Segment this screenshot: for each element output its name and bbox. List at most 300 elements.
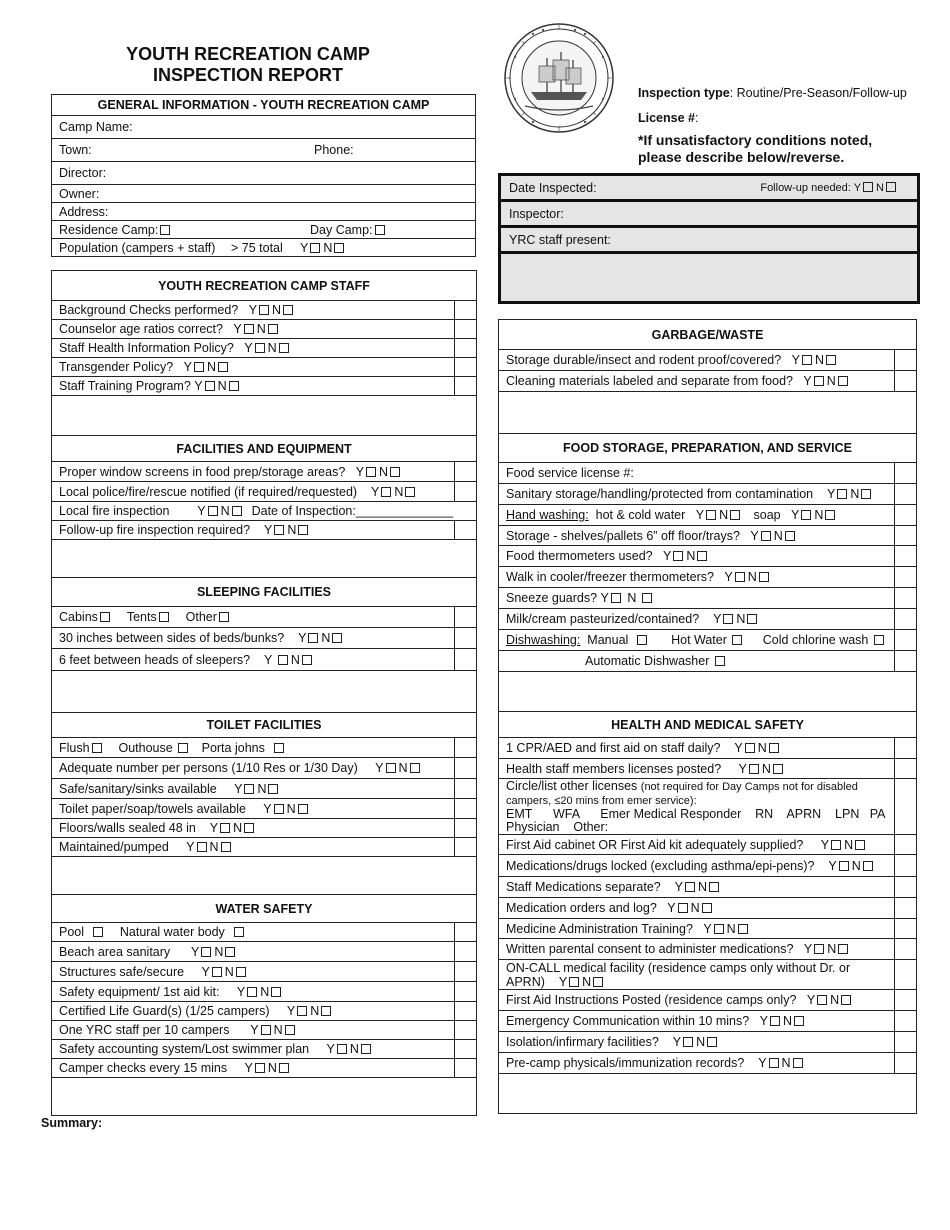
y-checkbox[interactable]: [381, 487, 391, 497]
bed-spacing-label: 30 inches between sides of beds/bunks?: [59, 631, 285, 645]
emergency-communication-row: [499, 1010, 916, 1031]
y-checkbox[interactable]: [259, 305, 269, 315]
y-checkbox[interactable]: [197, 842, 207, 852]
staff-heading: YOUTH RECREATION CAMP STAFF: [158, 278, 370, 293]
note-line-1: *If unsatisfactory conditions noted,: [638, 132, 873, 148]
n-label: N: [827, 942, 837, 956]
notes-cell[interactable]: [895, 546, 916, 566]
n-label: N: [814, 508, 824, 522]
sleeping-heading: SLEEPING FACILITIES: [52, 577, 476, 606]
y-checkbox[interactable]: [278, 655, 288, 665]
y-checkbox[interactable]: [706, 510, 716, 520]
n-label: N: [736, 612, 746, 626]
y-checkbox[interactable]: [770, 1016, 780, 1026]
notes-cell[interactable]: [895, 463, 916, 483]
unsatisfactory-note: [638, 132, 872, 166]
left-checklist-table: [51, 270, 477, 1116]
y-label: Y: [263, 523, 273, 537]
milk-pasteurized-row: [499, 608, 916, 629]
circle-licenses-label: Circle/list other licenses: [506, 779, 638, 793]
notes-cell[interactable]: [455, 482, 476, 501]
notes-cell[interactable]: [455, 339, 476, 357]
n-checkbox[interactable]: [229, 381, 239, 391]
followup-fire-label: Follow-up fire inspection required?: [59, 523, 251, 537]
notes-cell[interactable]: [455, 358, 476, 376]
staff-notes-area[interactable]: [52, 395, 476, 435]
safe-sinks-label: Safe/sanitary/sinks available: [59, 781, 217, 796]
n-checkbox[interactable]: [793, 1058, 803, 1068]
notes-cell[interactable]: [895, 484, 916, 504]
circle-licenses-note-2: campers, ≤20 mins from emer service):: [506, 795, 697, 807]
population-row: [52, 238, 475, 256]
notes-cell[interactable]: [455, 628, 476, 648]
counselor-ratios-row: [52, 319, 476, 338]
n-label: N: [349, 1042, 359, 1056]
n-checkbox[interactable]: [361, 1044, 371, 1054]
notes-cell[interactable]: [895, 835, 916, 854]
notes-cell[interactable]: [895, 919, 916, 938]
natural-water-label: Natural water body: [119, 925, 225, 939]
notes-cell[interactable]: [895, 738, 916, 758]
n-checkbox[interactable]: [855, 840, 865, 850]
first-aid-instructions-row: [499, 989, 916, 1010]
y-checkbox[interactable]: [194, 362, 204, 372]
flush-checkbox[interactable]: [92, 743, 102, 753]
cabins-checkbox[interactable]: [100, 612, 110, 622]
camp-name-label: Camp Name:: [59, 120, 133, 134]
n-label: N: [582, 975, 592, 989]
y-checkbox[interactable]: [255, 1063, 265, 1073]
license-types-list[interactable]: EMT WFA Emer Medical Responder RN APRN LPN PA: [506, 807, 886, 821]
n-label: N: [272, 303, 282, 317]
notes-cell[interactable]: [455, 1002, 476, 1020]
notes-cell[interactable]: [895, 350, 916, 370]
y-checkbox[interactable]: [673, 551, 683, 561]
notes-cell[interactable]: [455, 462, 476, 481]
y-checkbox[interactable]: [769, 1058, 779, 1068]
y-label: Y: [806, 993, 816, 1007]
notes-cell[interactable]: [895, 779, 916, 834]
followup-label: Follow-up needed: Y: [760, 181, 862, 194]
food-thermometers-label: Food thermometers used?: [506, 549, 653, 563]
first-aid-cabinet-row: [499, 834, 916, 854]
n-label: N: [257, 781, 267, 796]
n-checkbox[interactable]: [593, 977, 603, 987]
medication-orders-row: [499, 897, 916, 918]
y-label: Y: [758, 1056, 767, 1070]
cleaning-materials-row: [499, 370, 916, 391]
n-checkbox[interactable]: [697, 551, 707, 561]
notes-cell[interactable]: [895, 759, 916, 778]
camper-checks-row: [52, 1058, 476, 1077]
medications-locked-label: Medications/drugs locked (excluding asthma/epi-pens)?: [506, 858, 815, 873]
y-checkbox[interactable]: [714, 924, 724, 934]
y-label: Y: [191, 944, 200, 959]
n-checkbox[interactable]: [707, 1037, 717, 1047]
n-checkbox[interactable]: [841, 995, 851, 1005]
automatic-dishwasher-checkbox[interactable]: [715, 656, 725, 666]
food-license-row: [499, 462, 916, 483]
owner-field[interactable]: [52, 184, 475, 202]
pool-checkbox[interactable]: [93, 927, 103, 937]
notes-cell[interactable]: [455, 1021, 476, 1039]
y-checkbox[interactable]: [723, 614, 733, 624]
n-checkbox[interactable]: [271, 987, 281, 997]
n-checkbox[interactable]: [283, 305, 293, 315]
n-checkbox[interactable]: [759, 572, 769, 582]
n-checkbox[interactable]: [268, 324, 278, 334]
notes-cell: [455, 838, 476, 856]
y-label: Y: [713, 612, 722, 626]
n-label: N: [826, 374, 836, 388]
n-checkbox[interactable]: [794, 1016, 804, 1026]
n-checkbox[interactable]: [773, 764, 783, 774]
y-checkbox[interactable]: [569, 977, 579, 987]
circle-licenses-note: (not required for Day Camps not for disabled: [640, 781, 858, 793]
y-checkbox[interactable]: [201, 947, 211, 957]
y-checkbox[interactable]: [255, 343, 265, 353]
hand-washing-row: [499, 504, 916, 525]
notes-cell[interactable]: [895, 855, 916, 876]
sleeper-heads-row: [52, 648, 476, 670]
date-of-inspection-label[interactable]: Date of Inspection:______________: [251, 504, 454, 518]
population-n-checkbox[interactable]: [334, 243, 344, 253]
notes-cell[interactable]: [895, 588, 916, 608]
day-camp-label: Day Camp:: [310, 222, 373, 237]
notes-cell[interactable]: [455, 738, 476, 757]
inspection-type-label: Inspection type: [638, 86, 730, 100]
residence-camp-label: Residence Camp:: [59, 222, 159, 237]
bed-spacing-row: [52, 627, 476, 648]
garbage-heading: GARBAGE/WASTE: [651, 327, 764, 342]
y-checkbox[interactable]: [678, 903, 688, 913]
staff-medications-row: [499, 876, 916, 897]
n-checkbox[interactable]: [838, 944, 848, 954]
n-label: N: [206, 360, 216, 374]
y-checkbox[interactable]: [386, 763, 396, 773]
y-checkbox[interactable]: [749, 764, 759, 774]
n-label: N: [273, 1023, 283, 1037]
flush-label: Flush: [59, 740, 90, 755]
town-phone-row[interactable]: [52, 138, 475, 161]
n-label: N: [398, 761, 408, 775]
camp-name-field[interactable]: [52, 115, 475, 138]
medication-orders-label: Medication orders and log?: [506, 901, 657, 915]
notes-cell[interactable]: [895, 567, 916, 587]
followup-y-checkbox[interactable]: [863, 182, 873, 192]
staff-present-row[interactable]: [501, 228, 917, 254]
cabins-label: Cabins: [59, 610, 98, 624]
y-checkbox[interactable]: [308, 633, 318, 643]
n-label: N: [286, 801, 296, 816]
n-checkbox[interactable]: [221, 842, 231, 852]
n-checkbox[interactable]: [390, 467, 400, 477]
y-label: Y: [828, 858, 837, 873]
notes-cell: [895, 371, 916, 391]
n-checkbox[interactable]: [218, 362, 228, 372]
notes-cell[interactable]: [455, 942, 476, 961]
y-label: Y: [236, 984, 246, 999]
director-field[interactable]: [52, 161, 475, 184]
n-label: N: [697, 880, 708, 894]
y-checkbox[interactable]: [745, 743, 755, 753]
y-checkbox[interactable]: [611, 593, 621, 603]
notes-cell[interactable]: [455, 779, 476, 798]
population-label: Population (campers + staff): [59, 240, 216, 255]
notes-cell[interactable]: [895, 898, 916, 918]
staff-medications-label: Staff Medications separate?: [506, 880, 661, 894]
residence-camp-checkbox[interactable]: [160, 225, 170, 235]
porta-johns-checkbox[interactable]: [274, 743, 284, 753]
cleaning-materials-label: Cleaning materials labeled and separate from food?: [506, 374, 793, 388]
n-checkbox[interactable]: [410, 763, 420, 773]
sleeping-types-row: [52, 606, 476, 627]
y-label: Y: [803, 374, 812, 388]
n-checkbox[interactable]: [279, 1063, 289, 1073]
n-checkbox[interactable]: [838, 376, 848, 386]
y-checkbox[interactable]: [220, 823, 230, 833]
n-label: N: [850, 487, 860, 501]
on-call-facility-row: [499, 959, 916, 989]
n-checkbox[interactable]: [321, 1006, 331, 1016]
toilet-notes-area[interactable]: [52, 856, 476, 894]
sleeping-notes-area[interactable]: [52, 670, 476, 712]
background-checks-row: [52, 300, 476, 319]
n-checkbox[interactable]: [302, 655, 312, 665]
toilet-heading: TOILET FACILITIES: [52, 712, 476, 737]
n-checkbox[interactable]: [405, 487, 415, 497]
n-checkbox[interactable]: [285, 1025, 295, 1035]
n-checkbox[interactable]: [279, 343, 289, 353]
notes-cell[interactable]: [895, 990, 916, 1010]
notes-cell[interactable]: [895, 505, 916, 525]
maintained-label: Maintained/pumped: [59, 840, 169, 854]
n-checkbox[interactable]: [730, 510, 740, 520]
license-colon: :: [694, 111, 699, 125]
tents-checkbox[interactable]: [159, 612, 169, 622]
n-checkbox[interactable]: [785, 531, 795, 541]
notes-cell[interactable]: [455, 819, 476, 837]
n-checkbox[interactable]: [769, 743, 779, 753]
y-checkbox[interactable]: [244, 784, 254, 794]
n-checkbox[interactable]: [861, 489, 871, 499]
n-checkbox[interactable]: [738, 924, 748, 934]
n-label: N: [844, 837, 854, 852]
hand-washing-label: Hand washing:: [506, 508, 589, 522]
camp-type-row: [52, 220, 475, 238]
notes-cell[interactable]: [455, 1040, 476, 1058]
beach-sanitary-row: [52, 941, 476, 961]
notes-cell[interactable]: [455, 758, 476, 778]
n-checkbox[interactable]: [225, 947, 235, 957]
n-label: N: [209, 840, 219, 854]
safety-equipment-row: [52, 981, 476, 1001]
n-checkbox[interactable]: [642, 593, 652, 603]
y-label: Y: [209, 821, 219, 835]
staff-present-label: YRC staff present:: [509, 232, 611, 247]
hot-water-checkbox[interactable]: [732, 635, 742, 645]
y-checkbox[interactable]: [212, 967, 222, 977]
medicine-training-label: Medicine Administration Training?: [506, 921, 693, 936]
notes-cell[interactable]: [455, 607, 476, 627]
pre-camp-physicals-label: Pre-camp physicals/immunization records?: [506, 1056, 745, 1070]
notes-cell[interactable]: [455, 799, 476, 818]
notes-cell: [455, 1059, 476, 1077]
notes-cell[interactable]: [895, 939, 916, 959]
water-notes-area[interactable]: [52, 1077, 476, 1115]
inspection-notes-area[interactable]: [501, 254, 917, 301]
notes-cell: [895, 651, 916, 671]
n-label: N: [290, 652, 300, 667]
n-label: N: [814, 353, 824, 367]
address-field[interactable]: [52, 202, 475, 220]
notes-cell: [455, 521, 476, 539]
notes-cell[interactable]: [895, 630, 916, 650]
y-checkbox[interactable]: [814, 944, 824, 954]
other-label: Other: [185, 610, 217, 624]
y-label: Y: [600, 591, 609, 605]
y-checkbox[interactable]: [274, 804, 284, 814]
y-label: Y: [355, 464, 365, 479]
outhouse-checkbox[interactable]: [178, 743, 188, 753]
n-checkbox[interactable]: [702, 903, 712, 913]
n-label: N: [757, 741, 767, 755]
on-call-facility-label-2: APRN): [506, 975, 545, 989]
n-label: N: [214, 944, 224, 959]
y-checkbox[interactable]: [802, 355, 812, 365]
manual-checkbox[interactable]: [637, 635, 647, 645]
inspector-row[interactable]: [501, 202, 917, 228]
population-n: N: [323, 240, 333, 255]
y-checkbox[interactable]: [837, 489, 847, 499]
y-checkbox[interactable]: [814, 376, 824, 386]
notes-cell[interactable]: [895, 1032, 916, 1052]
day-camp-checkbox[interactable]: [375, 225, 385, 235]
n-checkbox[interactable]: [863, 861, 873, 871]
local-fire-inspection-row: [52, 501, 476, 520]
y-checkbox[interactable]: [831, 840, 841, 850]
n-checkbox[interactable]: [332, 633, 342, 643]
y-checkbox[interactable]: [817, 995, 827, 1005]
y-label: Y: [820, 837, 830, 852]
food-license-label[interactable]: Food service license #:: [506, 466, 634, 480]
notes-cell[interactable]: [455, 301, 476, 319]
food-notes-area[interactable]: [499, 671, 916, 711]
other-checkbox[interactable]: [219, 612, 229, 622]
notes-cell[interactable]: [895, 609, 916, 629]
y-checkbox[interactable]: [735, 572, 745, 582]
staff-ratio-row: [52, 1020, 476, 1039]
y-checkbox[interactable]: [683, 1037, 693, 1047]
general-info-table: [51, 94, 476, 257]
water-heading: WATER SAFETY: [52, 894, 476, 922]
notes-cell[interactable]: [455, 923, 476, 941]
maintained-row: [52, 837, 476, 856]
dishwashing-row: [499, 629, 916, 650]
pre-camp-physicals-row: [499, 1052, 916, 1073]
n-label: N: [256, 322, 266, 336]
water-types-row: [52, 922, 476, 941]
y-checkbox[interactable]: [261, 1025, 271, 1035]
license-types-list-2[interactable]: Physician Other:: [506, 820, 609, 834]
local-notified-label: Local police/fire/rescue notified (if required/requested): [59, 484, 358, 499]
garbage-notes-area[interactable]: [499, 391, 916, 433]
y-checkbox[interactable]: [244, 324, 254, 334]
followup-n-label: N: [876, 181, 884, 194]
n-checkbox[interactable]: [747, 614, 757, 624]
y-checkbox[interactable]: [366, 467, 376, 477]
notes-cell[interactable]: [455, 982, 476, 1001]
note-line-2: please describe below/reverse.: [638, 149, 845, 165]
notes-cell[interactable]: [895, 960, 916, 989]
y-checkbox[interactable]: [685, 882, 695, 892]
cpr-label: 1 CPR/AED and first aid on staff daily?: [506, 741, 721, 755]
y-label: Y: [734, 741, 743, 755]
health-heading: HEALTH AND MEDICAL SAFETY: [499, 711, 916, 737]
date-inspected-label: Date Inspected:: [509, 180, 597, 195]
counselor-ratios-label: Counselor age ratios correct?: [59, 322, 223, 336]
y-checkbox[interactable]: [274, 525, 284, 535]
y-checkbox[interactable]: [247, 987, 257, 997]
n-checkbox[interactable]: [298, 525, 308, 535]
inspection-block: [498, 173, 920, 304]
camper-checks-label: Camper checks every 15 mins: [59, 1061, 228, 1075]
n-label: N: [267, 341, 277, 355]
cold-chlorine-label: Cold chlorine wash: [762, 633, 869, 647]
y-label: Y: [803, 942, 813, 956]
y-checkbox[interactable]: [208, 506, 218, 516]
n-checkbox[interactable]: [826, 355, 836, 365]
n-checkbox[interactable]: [244, 823, 254, 833]
y-checkbox[interactable]: [297, 1006, 307, 1016]
population-y-checkbox[interactable]: [310, 243, 320, 253]
n-label: N: [224, 964, 234, 979]
y-checkbox[interactable]: [761, 531, 771, 541]
date-inspected-row[interactable]: [501, 176, 917, 202]
notes-cell[interactable]: [895, 526, 916, 545]
n-checkbox[interactable]: [298, 804, 308, 814]
notes-cell[interactable]: [455, 320, 476, 338]
notes-cell[interactable]: [455, 962, 476, 981]
natural-water-checkbox[interactable]: [234, 927, 244, 937]
y-label: Y: [264, 652, 273, 667]
notes-cell[interactable]: [895, 877, 916, 897]
health-notes-area[interactable]: [499, 1073, 916, 1113]
followup-needed: [760, 182, 899, 194]
y-label: Y: [233, 322, 242, 336]
n-checkbox[interactable]: [709, 882, 719, 892]
food-thermometers-row: [499, 545, 916, 566]
license-label: License #: [638, 111, 695, 125]
cold-chlorine-checkbox[interactable]: [874, 635, 884, 645]
n-checkbox[interactable]: [268, 784, 278, 794]
y-checkbox[interactable]: [801, 510, 811, 520]
shelves-label: Storage - shelves/pallets 6” off floor/trays?: [506, 528, 740, 543]
n-checkbox[interactable]: [232, 506, 242, 516]
y-checkbox[interactable]: [337, 1044, 347, 1054]
n-label: N: [217, 379, 227, 393]
licenses-posted-row: [499, 758, 916, 778]
facilities-notes-area[interactable]: [52, 539, 476, 577]
summary-label: Summary:: [41, 1116, 103, 1130]
y-checkbox[interactable]: [839, 861, 849, 871]
followup-n-checkbox[interactable]: [886, 182, 896, 192]
n-checkbox[interactable]: [825, 510, 835, 520]
n-checkbox[interactable]: [236, 967, 246, 977]
y-checkbox[interactable]: [205, 381, 215, 391]
lifeguard-row: [52, 1001, 476, 1020]
notes-cell[interactable]: [895, 1011, 916, 1031]
